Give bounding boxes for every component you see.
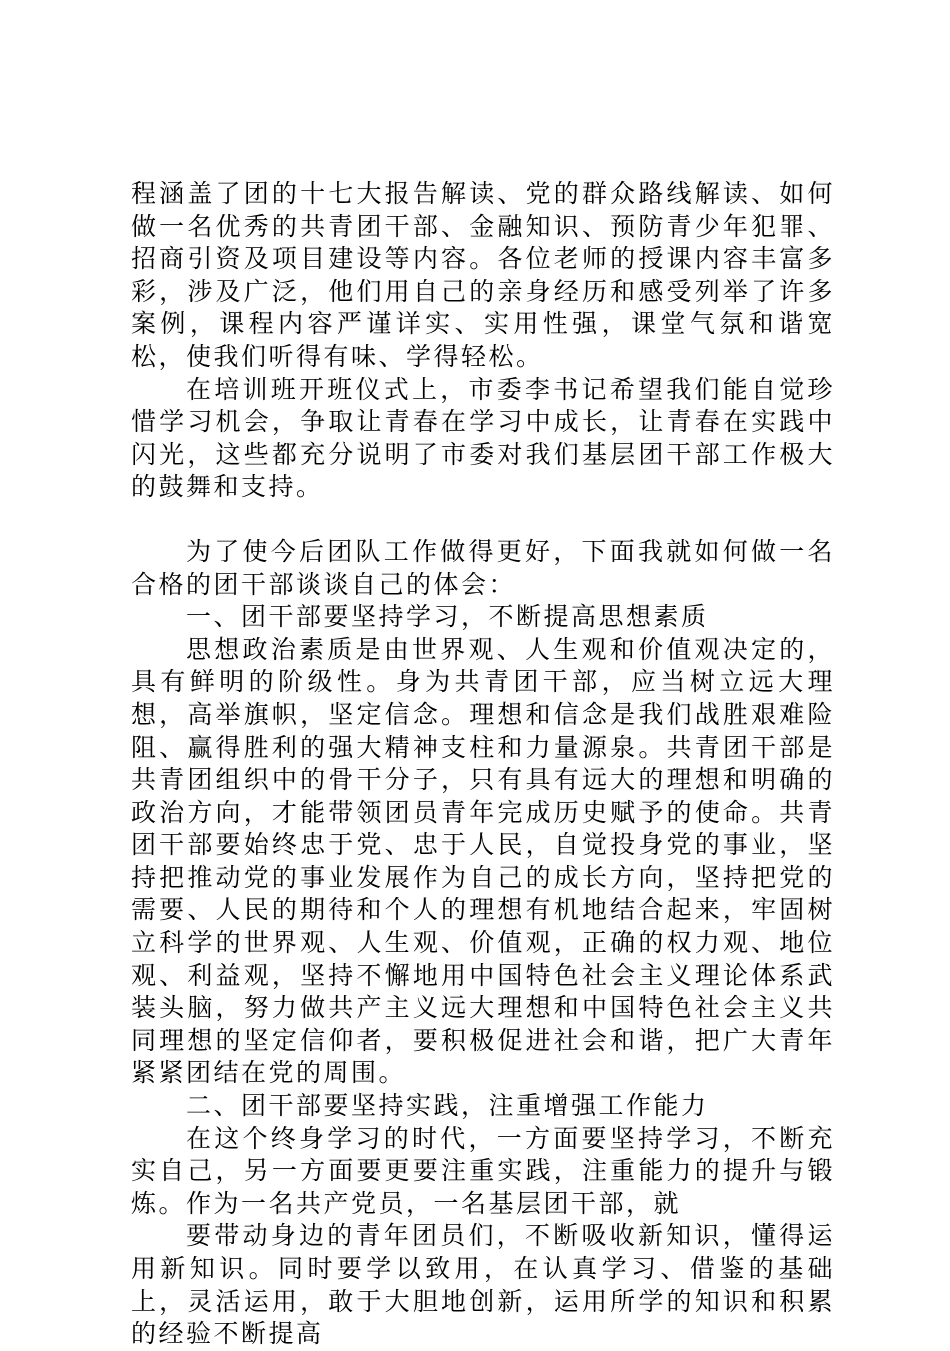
- section-heading-1: 一、团干部要坚持学习，不断提高思想素质: [186, 602, 709, 632]
- document-body: [131, 178, 835, 1351]
- paragraph-practice: 在这个终身学习的时代，一方面要坚持学习，不断充实自己，另一方面要更要注重实践，注重能力的提升与锻炼。作为一名共产党员，一名基层团干部，就: [131, 1123, 835, 1218]
- paragraph-lead-youth: 要带动身边的青年团员们，不断吸收新知识，懂得运用新知识。同时要学以致用，在认真学习、借鉴的基础上，灵活运用，敢于大胆地创新，运用所学的知识和积累的经验不断提高: [131, 1221, 835, 1349]
- paragraph-ideology: 思想政治素质是由世界观、人生观和价值观决定的，具有鲜明的阶级性。身为共青团干部，应当树立远大理想，高举旗帜，坚定信念。理想和信念是我们战胜艰难险阻、赢得胜利的强大精神支柱和力量源泉。共青团干部是共青团组织中的骨干分子，只有具有远大的理想和明确的政治方向，才能带领团员青年完成历史赋予的使命。共青团干部要始终忠于党、忠于人民，自觉投身党的事业，坚持把推动党的事业发展作为自己的成长方向，坚持把党的需要、人民的期待和个人的理想有机地结合起来，牢固树立科学的世界观、人生观、价值观，正确的权力观、地位观、利益观，坚持不懈地用中国特色社会主义理论体系武装头脑，努力做共产主义远大理想和中国特色社会主义共同理想的坚定信仰者，要积极促进社会和谐，把广大青年紧紧团结在党的周围。: [131, 634, 835, 1088]
- paragraph-course-content: 程涵盖了团的十七大报告解读、党的群众路线解读、如何做一名优秀的共青团干部、金融知识、预防青少年犯罪、招商引资及项目建设等内容。各位老师的授课内容丰富多彩，涉及广泛，他们用自己的亲身经历和感受列举了许多案例，课程内容严谨详实、实用性强，课堂气氛和谐宽松，使我们听得有味、学得轻松。: [131, 179, 835, 371]
- paragraph-opening-ceremony: 在培训班开班仪式上，市委李书记希望我们能自觉珍惜学习机会，争取让青春在学习中成长，让青春在实践中闪光，这些都充分说明了市委对我们基层团干部工作极大的鼓舞和支持。: [131, 374, 835, 502]
- paragraph-introduction: 为了使今后团队工作做得更好，下面我就如何做一名合格的团干部谈谈自己的体会：: [131, 536, 835, 599]
- section-heading-2: 二、团干部要坚持实践，注重增强工作能力: [186, 1091, 709, 1121]
